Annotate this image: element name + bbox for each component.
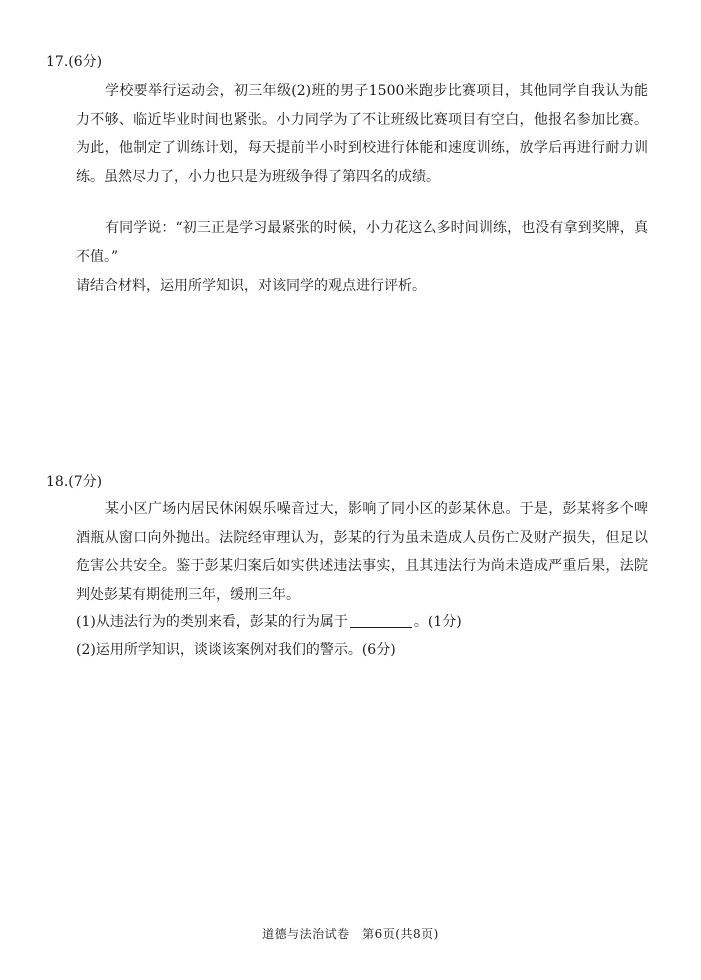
question-18-sub-question-2: (2)运用所学知识，谈谈该案例对我们的警示。(6分) [76, 642, 396, 658]
question-18-sub-question-1 [76, 612, 462, 632]
question-18-number: 18.(7分) [46, 474, 103, 490]
question-17-material-paragraph-2: 有同学说：“初三正是学习最紧张的时候，小力花这么多时间训练，也没有拿到奖牌，真不值。” [76, 220, 648, 265]
page-footer: 道德与法治试卷 第6页(共8页) [262, 927, 439, 941]
question-17-prompt: 请结合材料，运用所学知识，对该同学的观点进行评析。 [76, 278, 426, 294]
question-17-material-paragraph-1: 学校要举行运动会，初三年级(2)班的男子1500米跑步比赛项目，其他同学自我认为能力不够、临近毕业时间也紧张。小力同学为了不让班级比赛项目有空白，他报名参加比赛。为此，他制定了训练计划，每天提前半小时到校进行体能和速度训练，放学后再进行耐力训练。虽然尽力了，小力也只是为班级争得了第四名的成绩。 [76, 83, 648, 185]
sub-question-1-text: (1)从违法行为的类别来看，彭某的行为属于 [76, 614, 348, 630]
question-18-material-paragraph: 某小区广场内居民休闲娱乐噪音过大，影响了同小区的彭某休息。于是，彭某将多个啤酒瓶从窗口向外抛出。法院经审理认为，彭某的行为虽未造成人员伤亡及财产损失，但足以危害公共安全。鉴于彭某归案后如实供述违法事实，且其违法行为尚未造成严重后果，法院判处彭某有期徒刑三年，缓刑三年。 [76, 501, 648, 603]
answer-blank[interactable] [350, 613, 412, 628]
question-17-number: 17.(6分) [46, 54, 103, 70]
sub-question-1-points: 。(1分) [413, 614, 462, 630]
